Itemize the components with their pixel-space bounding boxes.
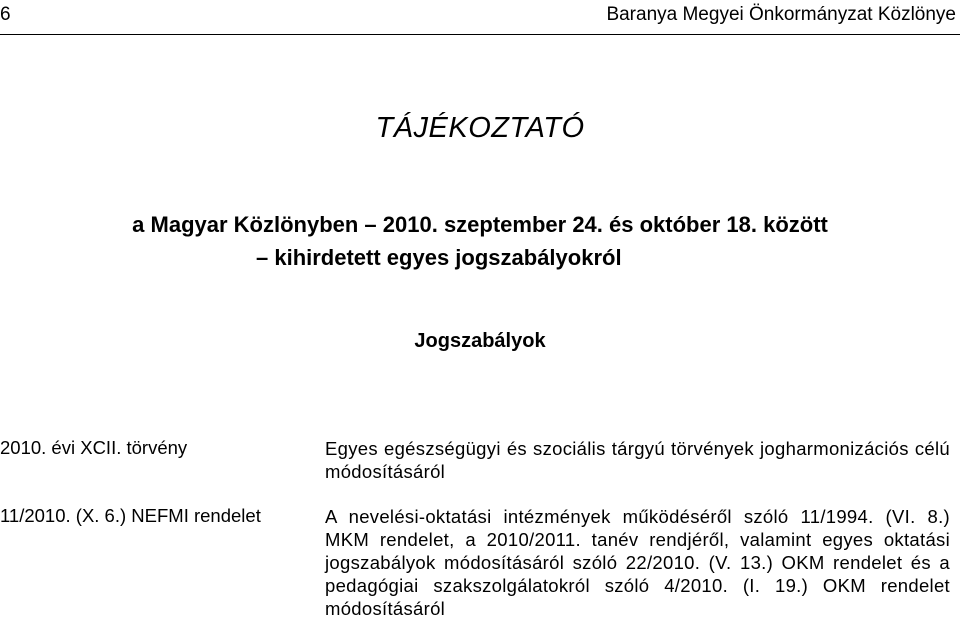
page-number: 6 bbox=[0, 4, 11, 25]
publication-title: Baranya Megyei Önkormányzat Közlönye bbox=[606, 4, 956, 25]
document-title: TÁJÉKOZTATÓ bbox=[375, 112, 585, 144]
section-heading: Jogszabályok bbox=[414, 330, 546, 352]
document-subtitle bbox=[0, 208, 960, 274]
entry-reference: 11/2010. (X. 6.) NEFMI rendelet bbox=[0, 505, 261, 526]
page-header bbox=[0, 0, 960, 35]
entry-reference: 2010. évi XCII. törvény bbox=[0, 437, 188, 458]
entry-description: A nevelési-oktatási intézmények működéséről szóló 11/1994. (VI. 8.) MKM rendelet, a 2010/2011. tanév rendjéről, valamint egyes oktatási jogszabályok módosításáról szóló 22/2010. (V. 13.) OKM rendelet és a pedagógiai szakszolgálatokról szóló 4/2010. (I. 19.) OKM rendelet módosításáról bbox=[325, 506, 950, 619]
entry-description: Egyes egészségügyi és szociális tárgyú törvények jogharmonizációs célú módosításáról bbox=[325, 438, 950, 482]
subtitle-line-1: a Magyar Közlönyben – 2010. szeptember 24. és október 18. között bbox=[132, 212, 828, 237]
subtitle-line-2: – kihirdetett egyes jogszabályokról bbox=[256, 245, 622, 270]
